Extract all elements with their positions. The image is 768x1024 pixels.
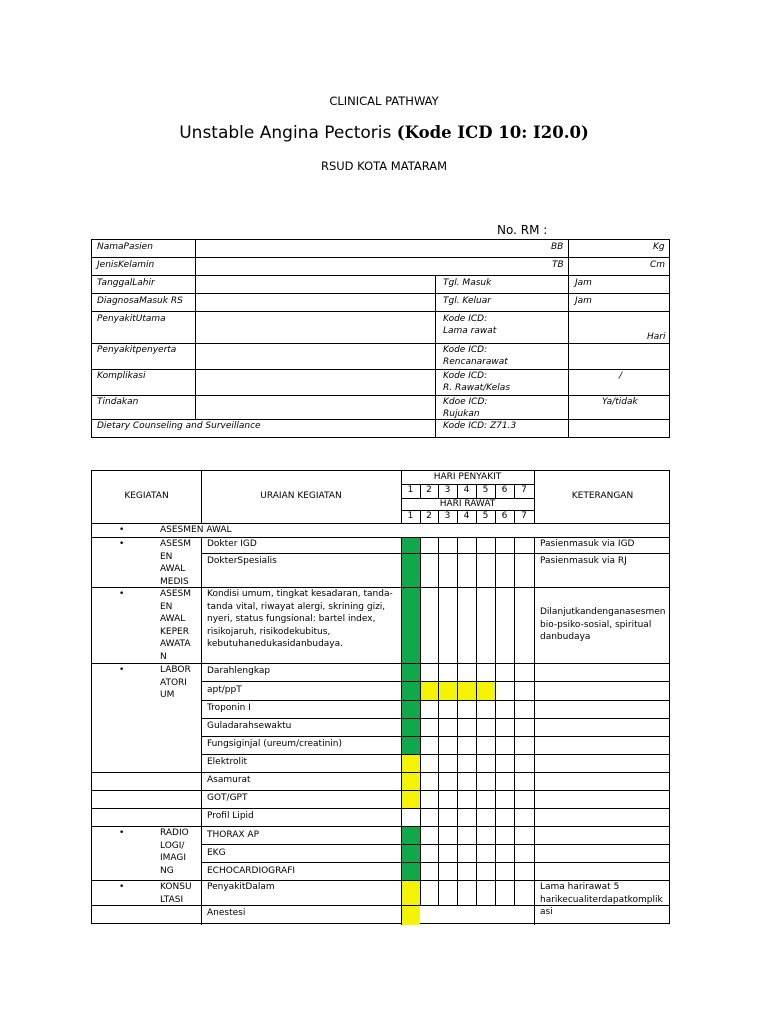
hari-penyakit-day: 7	[521, 485, 527, 495]
label-dietary: Dietary Counseling and Surveillance	[97, 421, 261, 431]
hari-penyakit-day: 1	[407, 485, 414, 495]
label-kode-icd-z: Kode ICD: Z71.3	[443, 421, 517, 431]
yellow-day-fill	[401, 880, 420, 925]
section-radiologi: RADIO LOGI/ IMAGI NG	[160, 828, 189, 876]
label-tanggal: TanggalLahir	[97, 278, 155, 288]
section-laboratorium: LABOR ATORI UM	[160, 665, 191, 700]
item-profil: Profil Lipid	[207, 811, 254, 821]
ket-lama: Lama harirawat 5 harikecualiterdapatkomplik asi	[540, 882, 663, 917]
item-dokter-spesialis: DokterSpesialis	[207, 556, 277, 566]
label-kode-icd-3: Kode ICD:	[443, 371, 488, 381]
label-bb: BB	[551, 242, 564, 252]
label-kode-icd-1: Kode ICD:	[443, 314, 488, 324]
green-day-fill	[401, 537, 420, 587]
hari-rawat-day: 5	[482, 511, 489, 521]
hari-penyakit-day: 6	[501, 485, 508, 495]
hari-penyakit-day: 5	[482, 485, 489, 495]
bullet: •	[119, 665, 125, 675]
item-penyakit-dalam: PenyakitDalam	[207, 882, 275, 892]
item-thorax: THORAX AP	[207, 830, 260, 840]
hari-penyakit-day: 2	[426, 485, 432, 495]
label-kg: Kg	[653, 242, 665, 252]
no-rm-label: No. RM :	[497, 223, 548, 237]
item-gula: Guladarahsewaktu	[207, 721, 292, 731]
ket-igd: Pasienmasuk via IGD	[540, 539, 635, 549]
label-hari: Hari	[647, 332, 666, 342]
item-fungsi: Fungsiginjal (ureum/creatinin)	[207, 739, 342, 749]
label-jam-keluar: Jam	[575, 296, 592, 306]
section-asesmen-keperawatan: ASESM EN AWAL KEPER AWATA N	[160, 589, 192, 662]
label-jenis: JenisKelamin	[97, 260, 155, 270]
label-penyerta: Penyakitpenyerta	[97, 345, 177, 355]
title-icd: (Kode ICD 10: I20.0)	[396, 123, 589, 142]
header-uraian: URAIAN KEGIATAN	[260, 491, 342, 501]
green-day-fill	[401, 663, 420, 754]
document-title	[0, 123, 768, 143]
item-troponin: Troponin I	[207, 703, 251, 713]
hari-rawat-day: 7	[521, 511, 527, 521]
hari-rawat-day: 4	[463, 511, 470, 521]
label-jam-masuk: Jam	[575, 278, 592, 288]
label-tgl-keluar: Tgl. Keluar	[443, 296, 491, 306]
ket-lanjut: Dilanjutkandenganasesmen bio-psiko-sosial, spiritual danbudaya	[540, 607, 666, 642]
label-utama: PenyakitUtama	[97, 314, 166, 324]
hari-rawat-day: 6	[501, 511, 508, 521]
bullet: •	[119, 525, 125, 535]
label-slash: /	[619, 371, 623, 381]
header-keterangan: KETERANGAN	[571, 491, 634, 501]
pathway-title: CLINICAL PATHWAY	[329, 94, 439, 108]
item-apt: apt/ppT	[207, 685, 242, 695]
hospital-name: RSUD KOTA MATARAM	[320, 159, 448, 173]
hari-rawat-day: 3	[444, 511, 451, 521]
green-day-fill	[401, 826, 420, 880]
activity-table	[91, 470, 670, 924]
ket-rj: Pasienmasuk via RJ	[540, 556, 627, 566]
item-echo: ECHOCARDIOGRAFI	[207, 866, 296, 876]
section-konsultasi: KONSU LTASI	[160, 882, 192, 905]
label-lama-rawat: Lama rawat	[443, 326, 497, 336]
hari-penyakit-day: 4	[463, 485, 470, 495]
label-rencana: Rencanarawat	[443, 357, 508, 367]
green-day-fill	[401, 587, 420, 663]
patient-info-table	[91, 239, 670, 438]
label-r-rawat: R. Rawat/Kelas	[443, 383, 511, 393]
item-asam: Asamurat	[207, 775, 251, 785]
hari-rawat-day: 1	[407, 511, 414, 521]
item-anestesi: Anestesi	[207, 908, 246, 918]
label-komplikasi: Komplikasi	[97, 371, 146, 381]
header-hari-rawat: HARI RAWAT	[439, 499, 496, 509]
item-kondisi: Kondisi umum, tingkat kesadaran, tanda-tanda vital, riwayat alergi, skrining gizi, nyeri, status fungsional: bartel index, risikojaruh, risikodekubitus, kebutuhanedukasidanbudaya.	[207, 589, 393, 649]
item-darah: Darahlengkap	[207, 666, 271, 676]
bullet: •	[119, 539, 125, 549]
label-tgl-masuk: Tgl. Masuk	[443, 278, 492, 288]
hari-penyakit-day: 3	[444, 485, 451, 495]
bullet: •	[119, 828, 125, 838]
item-elektrolit: Elektrolit	[207, 757, 248, 767]
label-ya-tidak: Ya/tidak	[602, 397, 638, 407]
bullet: •	[119, 882, 125, 892]
bullet: •	[119, 589, 125, 599]
item-got: GOT/GPT	[207, 793, 248, 803]
label-tindakan: Tindakan	[97, 397, 139, 407]
hari-rawat-day: 2	[426, 511, 432, 521]
label-kdoe-icd: Kdoe ICD:	[443, 397, 488, 407]
section-asesmen-medis: ASESM EN AWAL MEDIS	[160, 539, 192, 587]
label-cm: Cm	[650, 260, 666, 270]
yellow-day-fill	[401, 754, 420, 808]
label-rujukan: Rujukan	[443, 409, 480, 419]
header-hari-penyakit: HARI PENYAKIT	[433, 472, 502, 482]
label-kode-icd-2: Kode ICD:	[443, 345, 488, 355]
label-diagnosa: DiagnosaMasuk RS	[97, 296, 183, 306]
section-asesmen-awal: ASESMEN AWAL	[160, 525, 232, 535]
title-plain: Unstable Angina Pectoris	[179, 123, 397, 143]
header-kegiatan: KEGIATAN	[124, 491, 169, 501]
item-ekg: EKG	[207, 848, 226, 858]
item-dokter-igd: Dokter IGD	[207, 539, 257, 549]
label-nama: NamaPasien	[97, 242, 153, 252]
label-tb: TB	[552, 260, 564, 270]
